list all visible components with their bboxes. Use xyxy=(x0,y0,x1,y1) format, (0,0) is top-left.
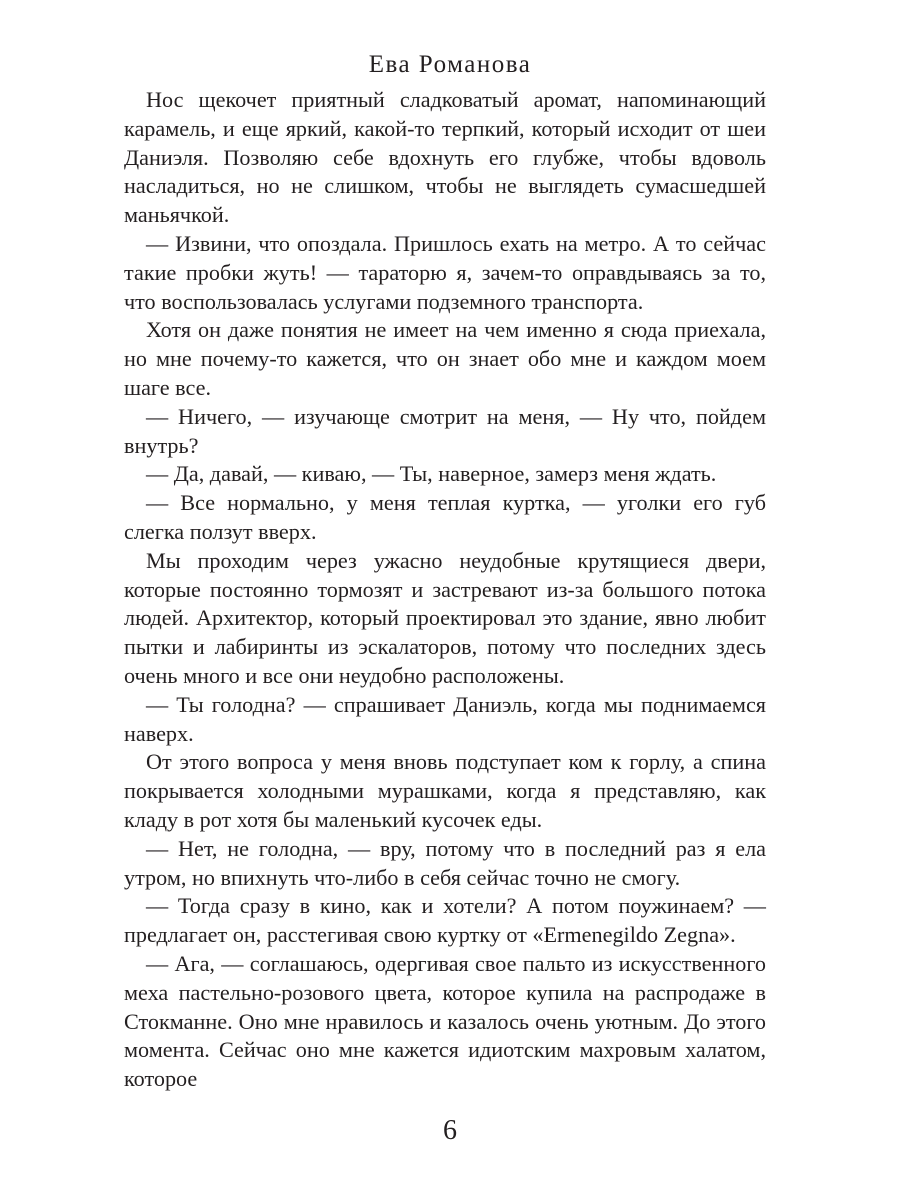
running-head: Ева Романова xyxy=(368,51,532,78)
paragraph: Хотя он даже понятия не имеет на чем именно я сюда приехала, но мне почему-то кажется, что он знает обо мне и каждом моем шаге все. xyxy=(124,317,766,400)
paragraph: — Ты голодна? — спрашивает Даниэль, когда мы поднимаемся наверх. xyxy=(124,691,766,746)
paragraph: — Извини, что опоздала. Пришлось ехать на метро. А то сейчас такие пробки жуть! — тараторю я, зачем-то оправдываясь за то, что воспользовалась услугами подземного транспорта. xyxy=(124,230,766,314)
paragraph: — Тогда сразу в кино, как и хотели? А потом поужинаем? — предлагает он, расстегивая свою куртку от «Ermenegildo Zegna». xyxy=(124,893,766,948)
body-text xyxy=(124,86,766,1094)
page-number: 6 xyxy=(443,1115,457,1146)
paragraph: — Нет, не голодна, — вру, потому что в последний раз я ела утром, но впихнуть что-либо в себя сейчас точно не смогу. xyxy=(124,835,766,890)
paragraph: Мы проходим через ужасно неудобные крутящиеся двери, которые постоянно тормозят и застревают из-за большого потока людей. Архитектор, который проектировал это здание, явно любит пытки и лабиринты из эскалаторов, потому что последних здесь очень много и все они неудобно расположены. xyxy=(124,547,766,688)
paragraph: — Все нормально, у меня теплая куртка, — уголки его губ слегка ползут вверх. xyxy=(124,490,766,544)
paragraph: — Ага, — соглашаюсь, одергивая свое пальто из искусственного меха пастельно-розового цвета, которое купила на распродаже в Стокманне. Оно мне нравилось и казалось очень уютным. До этого момента. Сейчас оно мне кажется идиотским махровым халатом, которое xyxy=(124,950,766,1092)
paragraph: — Ничего, — изучающе смотрит на меня, — Ну что, пойдем внутрь? xyxy=(124,403,766,458)
paragraph: Нос щекочет приятный сладковатый аромат, напоминающий карамель, и еще яркий, какой-то терпкий, который исходит от шеи Даниэля. Позволяю себе вдохнуть его глубже, чтобы вдоволь насладиться, но не слишком, чтобы не выглядеть сумасшедшей маньячкой. xyxy=(124,87,766,228)
paragraph: — Да, давай, — киваю, — Ты, наверное, замерз меня ждать. xyxy=(146,461,717,487)
paragraph: От этого вопроса у меня вновь подступает ком к горлу, а спина покрывается холодными мурашками, когда я представляю, как кладу в рот хотя бы маленький кусочек еды. xyxy=(124,749,766,832)
